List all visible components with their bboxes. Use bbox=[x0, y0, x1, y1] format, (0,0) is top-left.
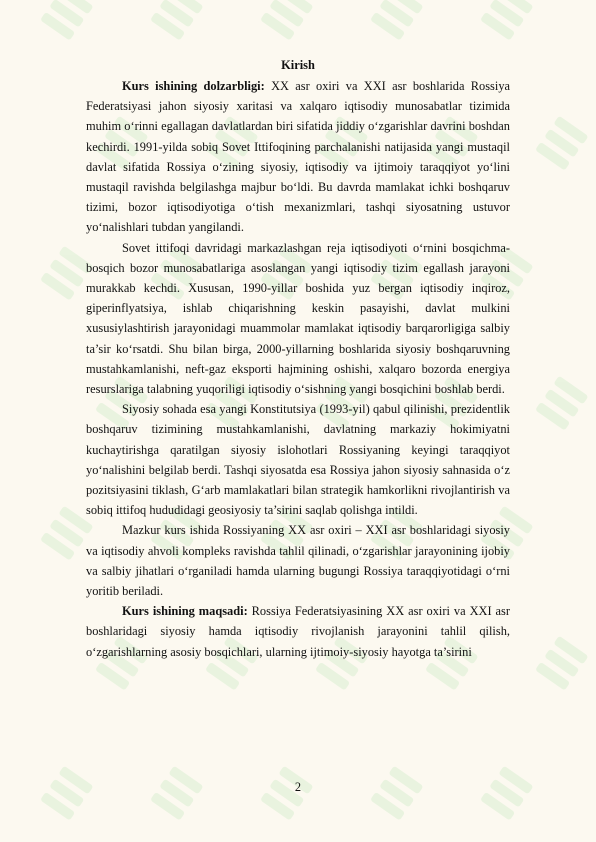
paragraph-text: Sovet ittifoqi davridagi markazlashgan reja iqtisodiyoti o‘rnini bosqichma-bosqich bozor munosabatlariga asoslangan yangi iqtisodiy tizim egallash jarayoni murakkab kechdi. Xususan, 1990-yillar boshida yuz bergan iqtisodiy inqiroz, giperinflyatsiya, ishlab chiqarishning keskin pasayishi, davlat mulkini xususiylashtirish jarayonidagi muammolar mamlakat iqtisodiy barqarorligiga salbiy ta’sir ko‘rsatdi. Shu bilan birga, 2000-yillarning boshlarida siyosiy boshqaruvning mustahkamlanishi, neft-gaz eksporti hajmining oshishi, xalqaro bozorda energiya resurslariga talabning yuqoriligi iqtisodiy o‘sishning yangi bosqichini boshlab berdi. bbox=[86, 240, 510, 397]
watermark-mark bbox=[480, 0, 534, 41]
paragraph-text: Mazkur kurs ishida Rossiyaning XX asr oxiri – XXI asr boshlaridagi siyosiy va iqtisodiy ahvoli kompleks ravishda tahlil qilinadi, o‘zgarishlar jarayonining ijobiy va salbiy jihatlari o‘rganiladi hamda ularning bugungi Rossiya taraqqiyotidagi o‘rni yoritib beriladi. bbox=[86, 523, 510, 599]
watermark-mark bbox=[535, 116, 589, 171]
paragraph-text: Rossiya Federatsiyasining XX asr oxiri va XXI asr boshlaridagi siyosiy hamda iqtisodiy rivojlanish jarayonini tahlil qilish, o‘zgarishlarning asosiy bosqichlari, ularning ijtimoiy-siyosiy hayotga ta’sirini bbox=[86, 604, 511, 659]
paragraph-relevance bbox=[86, 76, 510, 238]
paragraph-lead: Kurs ishining maqsadi: bbox=[122, 604, 248, 619]
watermark-mark bbox=[535, 636, 589, 691]
watermark-mark bbox=[40, 0, 94, 41]
page-body bbox=[86, 55, 510, 662]
page-title: Kirish bbox=[281, 58, 315, 72]
paragraph-goal bbox=[86, 601, 510, 662]
paragraph-political-sphere bbox=[86, 399, 510, 520]
paragraph-soviet-economy bbox=[86, 238, 510, 400]
watermark-mark bbox=[370, 0, 424, 41]
paragraph-text: XX asr oxiri va XXI asr boshlarida Rossiya Federatsiyasi jahon siyosiy xaritasi va xalqaro iqtisodiy munosabatlar tizimida muhim o‘rinni egallagan davlatlardan biri sifatida jiddiy o‘zgarishlar davrini boshdan kechirdi. 1991-yilda sobiq Sovet Ittifoqining parchalanishi natijasida yangi mustaqil davlat sifatida Rossiya o‘zining siyosiy, iqtisodiy va ijtimoiy taraqqiyot yo‘lini mustaqil ravishda belgilashga majbur bo‘ldi. Bu davrda mamlakat ichki boshqaruv tizimi, bozor iqtisodiyotiga o‘tish mexanizmlari, tashqi siyosatning ustuvor yo‘nalishlari tubdan yangilandi. bbox=[86, 79, 511, 235]
watermark-mark bbox=[260, 0, 314, 41]
paragraph-lead: Kurs ishining dolzarbligi: bbox=[122, 79, 265, 93]
watermark-mark bbox=[535, 376, 589, 431]
page-number: 2 bbox=[294, 780, 302, 794]
paragraph-course-scope bbox=[86, 520, 510, 601]
watermark-mark bbox=[150, 0, 204, 41]
paragraph-text: Siyosiy sohada esa yangi Konstitutsiya (1993-yil) qabul qilinishi, prezidentlik boshqaruv tizimining mustahkamlanishi, davlatning markaziy hokimiyatni kuchaytirishga qaratilgan siyosiy islohotlari Rossiyaning keyingi taraqqiyot yo‘nalishini belgilab berdi. Tashqi siyosatda esa Rossiya jahon siyosiy sahnasida o‘z pozitsiyasini tiklash, G‘arb mamlakatlari bilan strategik hamkorlikni rivojlantirish va sobiq ittifoq hududidagi geosiyosiy ta’sirini saqlab qolishga intildi. bbox=[86, 402, 510, 518]
